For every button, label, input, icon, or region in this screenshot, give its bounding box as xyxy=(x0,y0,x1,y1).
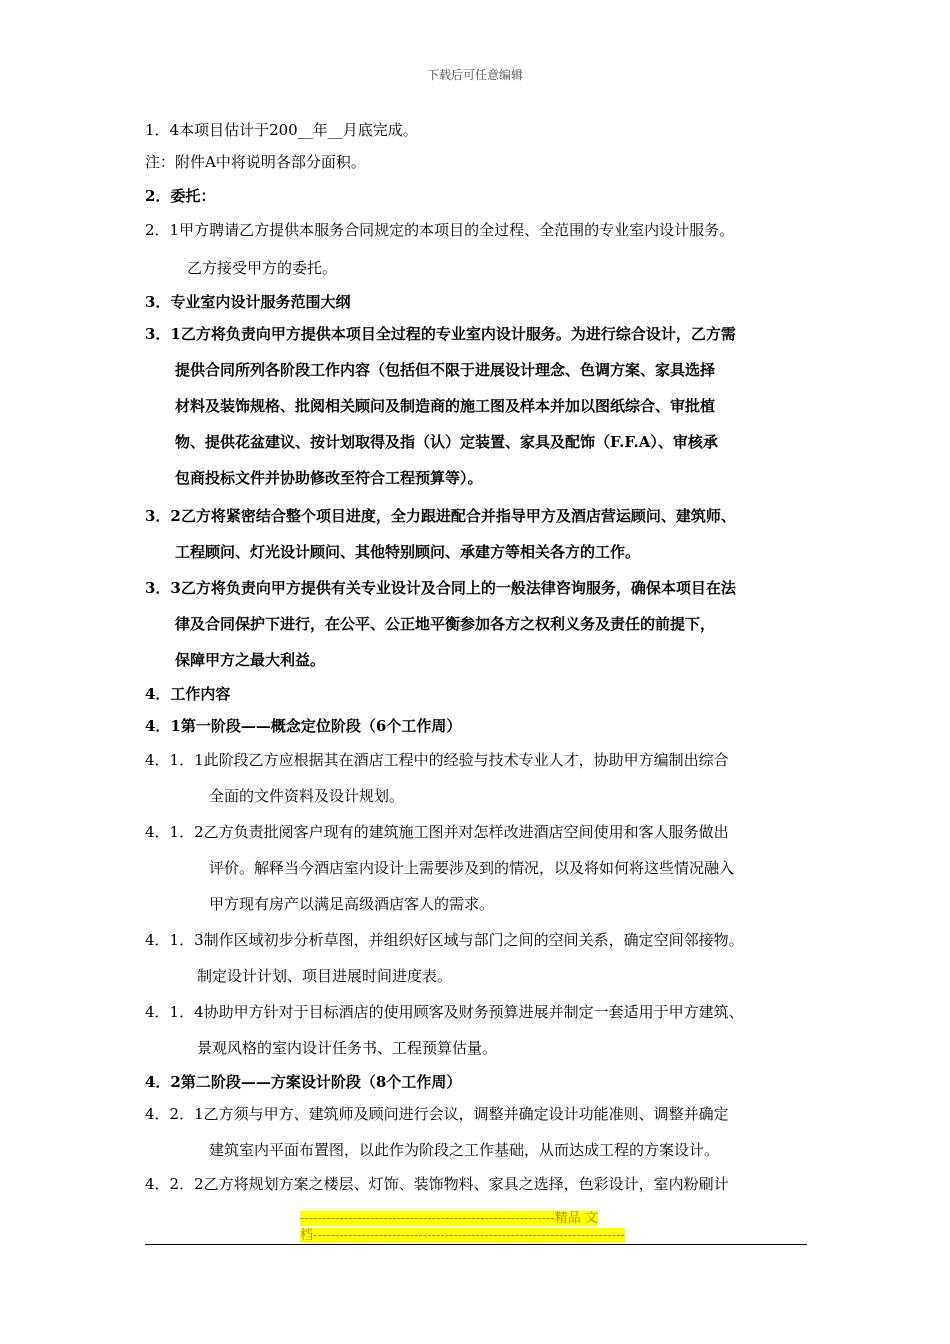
paragraph-line: 3．2乙方将紧密结合整个项目进度，全力跟进配合并指导甲方及酒店营运顾问、建筑师、 xyxy=(145,507,736,525)
page-header: 下载后可任意编辑 xyxy=(426,68,523,82)
footer-watermark xyxy=(300,1210,650,1244)
paragraph-line: 4．1．3制作区域初步分析草图，并组织好区域与部门之间的空间关系，确定空间邻接物。 xyxy=(145,931,744,949)
footer-watermark-line-2: 档----------------------------------------------------------------------- xyxy=(300,1228,625,1243)
paragraph-line: 制定设计计划、项目进展时间进度表。 xyxy=(197,967,453,985)
paragraph-line: 包商投标文件并协助修改至符合工程预算等）。 xyxy=(175,469,483,487)
paragraph-line: 4．工作内容 xyxy=(145,685,231,703)
paragraph-line: 材料及装饰规格、批阅相关顾问及制造商的施工图及样本并加以图纸综合、审批植 xyxy=(175,397,716,415)
paragraph-line: 2．1甲方聘请乙方提供本服务合同规定的本项目的全过程、全范围的专业室内设计服务。 xyxy=(145,221,735,239)
paragraph-line: 3．3乙方将负责向甲方提供有关专业设计及合同上的一般法律咨询服务，确保本项目在法 xyxy=(145,579,736,597)
paragraph-line: 提供合同所列各阶段工作内容（包括但不限于进展设计理念、色调方案、家具选择 xyxy=(175,361,716,379)
paragraph-line: 1．4本项目估计于200__年__月底完成。 xyxy=(145,121,418,139)
paragraph-line: 3．1乙方将负责向甲方提供本项目全过程的专业室内设计服务。为进行综合设计，乙方需 xyxy=(145,325,736,343)
paragraph-line: 4．1．2乙方负责批阅客户现有的建筑施工图并对怎样改进酒店空间使用和客人服务做出 xyxy=(145,823,729,841)
footer-divider xyxy=(145,1244,807,1245)
paragraph-line: 物、提供花盆建议、按计划取得及指（认）定装置、家具及配饰（F.F.A）、审核承 xyxy=(175,433,718,451)
paragraph-line: 律及合同保护下进行，在公平、公正地平衡参加各方之权利义务及责任的前提下， xyxy=(175,615,716,633)
footer-watermark-line-1: ----------------------------------------------------------精品 文 xyxy=(300,1211,598,1226)
paragraph-line: 4．2．2乙方将规划方案之楼层、灯饰、装饰物料、家具之选择，色彩设计，室内粉刷计 xyxy=(145,1175,729,1193)
paragraph-line: 建筑室内平面布置图，以此作为阶段之工作基础，从而达成工程的方案设计。 xyxy=(209,1141,720,1159)
paragraph-line: 乙方接受甲方的委托。 xyxy=(187,259,338,277)
paragraph-line: 保障甲方之最大利益。 xyxy=(175,651,326,669)
paragraph-line: 甲方现有房产以满足高级酒店客人的需求。 xyxy=(209,895,495,913)
paragraph-line: 景观风格的室内设计任务书、工程预算估量。 xyxy=(197,1039,498,1057)
paragraph-line: 4．1第一阶段——概念定位阶段（6个工作周） xyxy=(145,717,462,735)
paragraph-line: 工程顾问、灯光设计顾问、其他特别顾问、承建方等相关各方的工作。 xyxy=(175,543,641,561)
paragraph-line: 4．1．4协助甲方针对于目标酒店的使用顾客及财务预算进展并制定一套适用于甲方建筑、 xyxy=(145,1003,744,1021)
paragraph-line: 2．委托： xyxy=(145,187,216,205)
paragraph-line: 3．专业室内设计服务范围大纲 xyxy=(145,293,351,311)
paragraph-line: 4．2．1乙方须与甲方、建筑师及顾问进行会议，调整并确定设计功能准则、调整并确定 xyxy=(145,1105,729,1123)
paragraph-line: 4．2第二阶段——方案设计阶段（8个工作周） xyxy=(145,1073,462,1091)
paragraph-line: 评价。解释当今酒店室内设计上需要涉及到的情况，以及将如何将这些情况融入 xyxy=(209,859,735,877)
paragraph-line: 全面的文件资料及设计规划。 xyxy=(209,787,405,805)
paragraph-line: 4．1．1此阶段乙方应根据其在酒店工程中的经验与技术专业人才，协助甲方编制出综合 xyxy=(145,751,729,769)
paragraph-line: 注：附件A中将说明各部分面积。 xyxy=(145,153,366,171)
